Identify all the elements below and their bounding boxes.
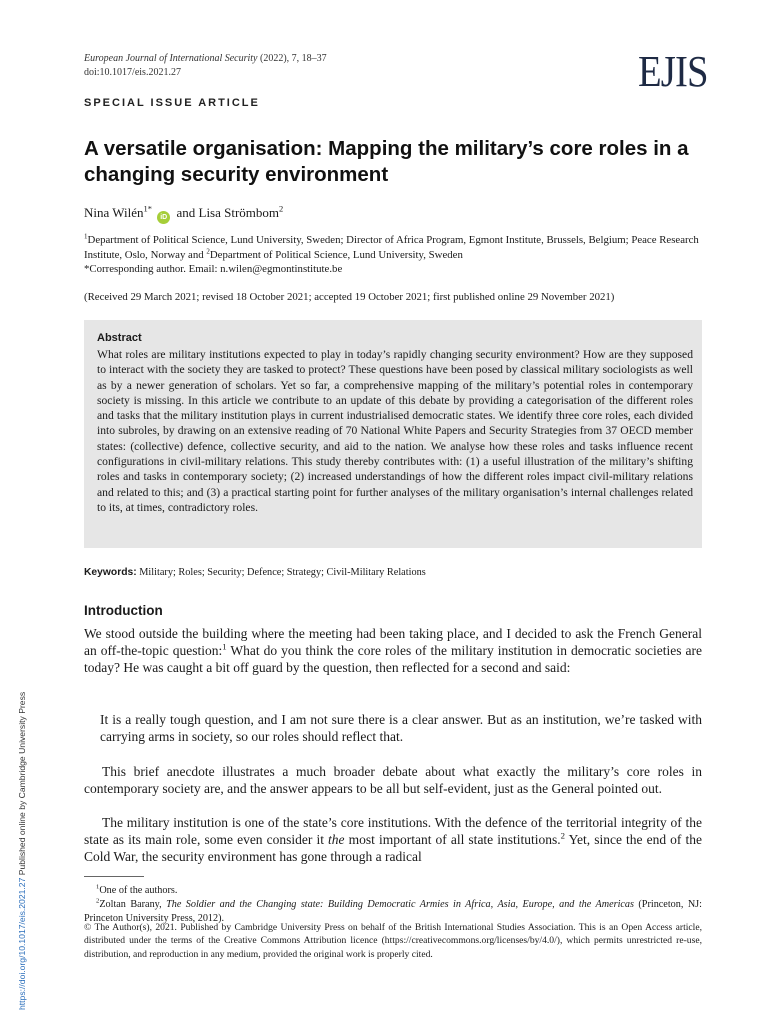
affiliations (84, 233, 704, 277)
affiliation-mark: 1 (84, 232, 88, 241)
keywords-label: Keywords: (84, 567, 137, 578)
footnote (84, 884, 702, 898)
abstract-text: What roles are military institutions expected to play in today’s rapidly changing security environment? How are they supposed to interact with the society they are tasked to protect? These questions have been posed by classical military sociologists as well as by a newer generation of scholars. Yet so far, a comprehensive mapping of the military’s potential roles in contemporary society is missing. In this article we contribute to an update of this debate by providing a categorisation of the different roles and tasks that the military institution plays in current industrialised democratic states. We identify three core roles, each divided into subroles, by drawing on an extensive reading of 70 National White Papers and Security Strategies from 37 OECD member states: (collective) defence, collective security, and aid to the nation. We analyse how these roles and tasks influence recent configurations in civil-military relations. This study thereby contributes with: (1) a useful illustration of the military’s shifting roles and tasks in contemporary society; (2) increased understandings of how the different roles impact civil-military relations and related to this; and (3) a practical starting point for further analyses of the military organisation’s internal challenges related to its, at times, contradictory roles. (97, 348, 693, 514)
footnote-divider (84, 876, 144, 877)
emphasis-text: the (328, 832, 345, 848)
license-notice: © The Author(s), 2021. Published by Cambridge University Press on behalf of the British International Studies Association. This is an Open Access article, distributed under the terms of the Creative Commons Attribution licence (https://creativecommons.org/licenses/by/4.0/), which permits unrestricted re-use, distribution, and reproduction in any medium, provided the original work is properly cited. (84, 922, 702, 960)
author-affiliation-mark: 2 (279, 203, 284, 214)
footnote-mark: 1 (96, 883, 100, 891)
author-line (84, 205, 283, 224)
paragraph-text: most important of all state institutions. (344, 832, 561, 848)
section-heading: Introduction (84, 603, 163, 618)
footnote-ref[interactable]: 1 (222, 641, 227, 652)
side-publication-note (17, 692, 27, 1010)
footnote-text: Zoltan Barany, (99, 899, 167, 910)
article-title: A versatile organisation: Mapping the military’s core roles in a changing security environment (84, 137, 689, 186)
paragraph-text: Yet, since the end of the Cold War, the security environment has gone through a radical (84, 832, 702, 865)
body-paragraph: This brief anecdote illustrates a much broader debate about what exactly the military’s core roles in contemporary society are, and the answer appears to be all but self-evident, just as the General pointed out. (84, 764, 702, 797)
affiliation-mark: 2 (206, 246, 210, 255)
affiliation-text: Department of Political Science, Lund University, Sweden (209, 248, 463, 261)
paragraph-text: The military institution is one of the state’s core institutions. With the defence of the territorial integrity of the state as its main role, some even consider it (84, 815, 702, 848)
author-name: Lisa Strömbom (198, 205, 280, 220)
affiliation-text: Department of Political Science, Lund University, Sweden; Director of Africa Program, Egmont Institute, Brussels, Belgium; Peace Research Institute, Oslo, Norway and (84, 234, 699, 261)
body-paragraph (84, 814, 702, 865)
abstract-heading: Abstract (97, 332, 142, 344)
footnote-mark: 2 (96, 897, 100, 905)
side-note-text: Published online by Cambridge University Press (17, 691, 27, 878)
author-affiliation-mark: 1* (143, 203, 152, 214)
doi-link[interactable]: https://doi.org/10.1017/eis.2021.27 (17, 877, 27, 1010)
block-quote: It is a really tough question, and I am not sure there is a clear answer. But as an institution, we’re tasked with carrying arms in society, so our roles should reflect that. (100, 712, 702, 745)
article-type-label: SPECIAL ISSUE ARTICLE (84, 97, 260, 109)
journal-name: European Journal of International Security (84, 53, 258, 64)
corresponding-author: *Corresponding author. Email: n.wilen@egmontinstitute.be (84, 263, 343, 275)
footnote-book-title: The Soldier and the Changing state: Building Democratic Armies in Africa, Asia, Europe, and the Americas (166, 899, 634, 910)
body-paragraph (84, 625, 702, 676)
publication-history: (Received 29 March 2021; revised 18 October 2021; accepted 19 October 2021; first published online 29 November 2021) (84, 291, 615, 303)
orcid-icon[interactable]: iD (157, 211, 170, 224)
author-conjunction: and (173, 205, 199, 220)
article-doi[interactable]: doi:10.1017/eis.2021.27 (84, 67, 181, 78)
footnote-text: (Princeton, NJ: Princeton University Press, 2012). (84, 899, 702, 924)
paragraph-text: What do you think the core roles of the military institution in democratic societies are today? He was caught a bit off guard by the question, then reflected for a second and said: (84, 643, 702, 676)
journal-volume-pages: (2022), 7, 18–37 (257, 53, 327, 64)
footnote-ref[interactable]: 2 (560, 830, 566, 841)
journal-citation (84, 52, 327, 80)
author-name: Nina Wilén (84, 205, 144, 220)
journal-logo: EJIS (638, 47, 708, 96)
abstract-box (84, 320, 702, 548)
footnote-text: One of the authors. (99, 885, 178, 896)
keywords-list: Military; Roles; Security; Defence; Strategy; Civil-Military Relations (136, 567, 426, 578)
keywords (84, 566, 426, 580)
paragraph-text: We stood outside the building where the meeting had been taking place, and I decided to ask the French General an off-the-topic question: (84, 626, 702, 659)
